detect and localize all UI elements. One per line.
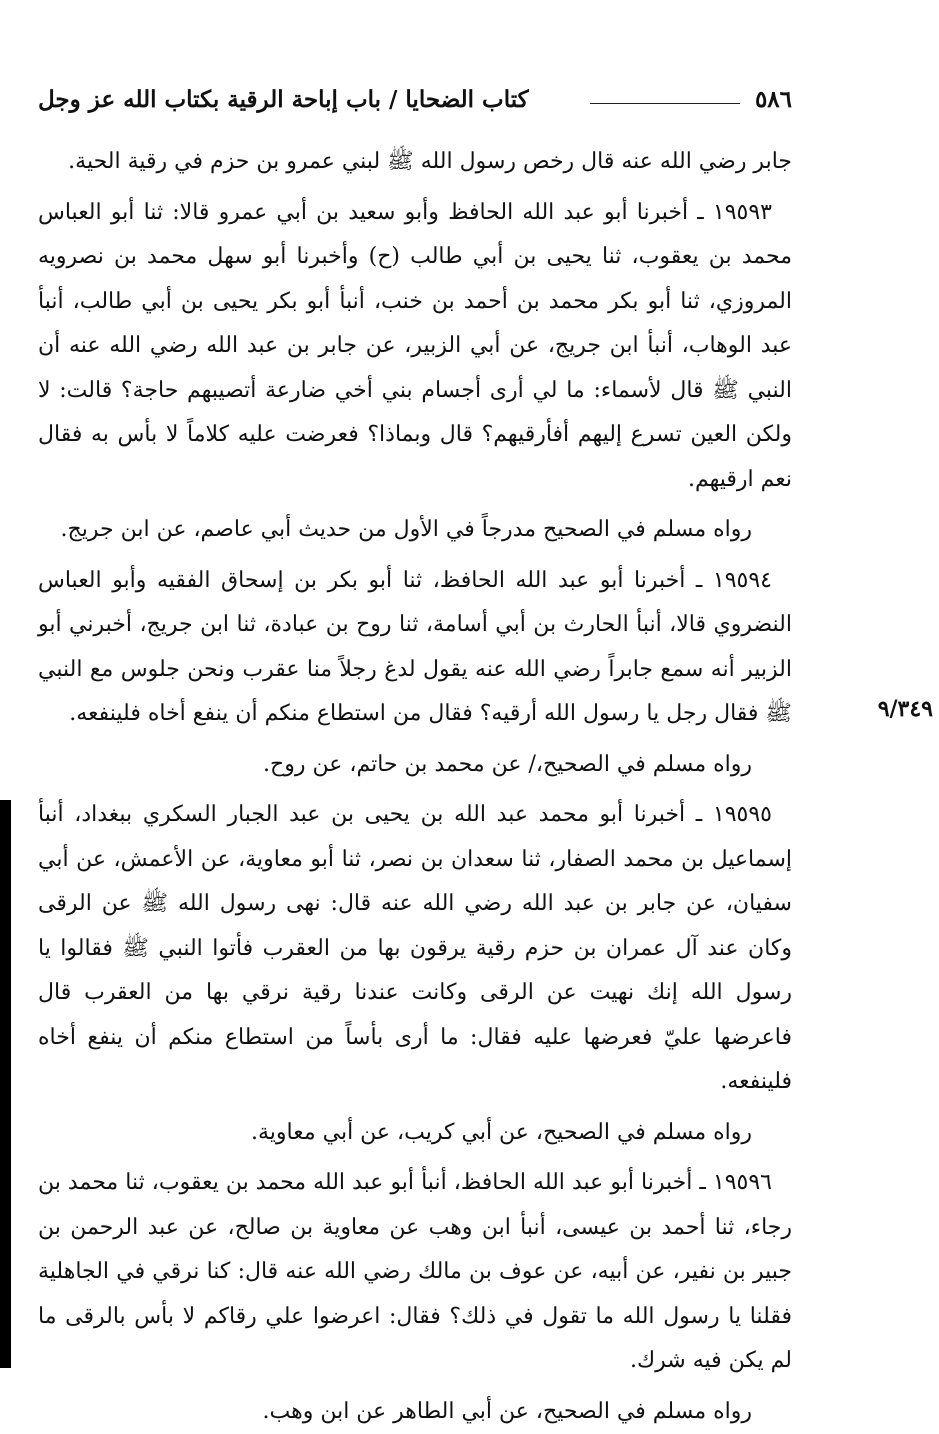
- page-body: [38, 140, 792, 1434]
- hadith-19593: ١٩٥٩٣ ـ أخبرنا أبو عبد الله الحافظ وأبو سعيد بن أبي عمرو قالا: ثنا أبو العباس محمد بن يعقوب، ثنا يحيى بن أبي طالب (ح) وأخبرنا أبو سهل محمد بن نصرويه المروزي، ثنا أبو بكر محمد بن أحمد بن خنب، أنبأ أبو بكر يحيى بن أبي طالب، أنبأ عبد الوهاب، أنبأ ابن جريج، عن أبي الزبير، عن جابر بن عبد الله رضي الله عنه أن النبي ﷺ قال لأسماء: ما لي أرى أجسام بني أخي ضارعة أتصيبهم حاجة؟ قالت: لا ولكن العين تسرع إليهم أفأرقيهم؟ قال وبماذا؟ فعرضت عليه كلاماً لا بأس به فقال نعم ارقيهم.: [38, 191, 792, 503]
- header-rule: [590, 103, 740, 104]
- page-header: [38, 86, 792, 126]
- hadith-19594: ١٩٥٩٤ ـ أخبرنا أبو عبد الله الحافظ، ثنا أبو بكر بن إسحاق الفقيه وأبو العباس النضروي قالا، أنبأ الحارث بن أبي أسامة، ثنا روح بن عبادة، ثنا ابن جريج، أخبرني أبو الزبير أنه سمع جابراً رضي الله عنه يقول لدغ رجلاً منا عقرب ونحن جلوس مع النبي ﷺ فقال رجل يا رسول الله أرقيه؟ فقال من استطاع منكم أن ينفع أخاه فلينفعه.: [38, 559, 792, 737]
- riwaya-note: رواه مسلم في الصحيح، عن أبي الطاهر عن ابن وهب.: [38, 1390, 792, 1434]
- running-title: كتاب الضحايا / باب إباحة الرقية بكتاب الله عز وجل: [38, 86, 529, 113]
- margin-reference: ٩/٣٤٩: [878, 696, 933, 722]
- hadith-19595: ١٩٥٩٥ ـ أخبرنا أبو محمد عبد الله بن يحيى بن عبد الجبار السكري ببغداد، أنبأ إسماعيل بن محمد الصفار، ثنا سعدان بن نصر، ثنا أبو معاوية، عن الأعمش، عن أبي سفيان، عن جابر بن عبد الله رضي الله عنه قال: نهى رسول الله ﷺ عن الرقى وكان عند آل عمران بن حزم رقية يرقون بها من العقرب فأتوا النبي ﷺ فقالوا يا رسول الله إنك نهيت عن الرقى وكانت عندنا رقية نرقي بها من العقرب قال فاعرضها عليّ فعرضها عليه فقال: ما أرى بأساً من استطاع منكم أن ينفع أخاه فلينفعه.: [38, 793, 792, 1105]
- hadith-19596: ١٩٥٩٦ ـ أخبرنا أبو عبد الله الحافظ، أنبأ أبو عبد الله محمد بن يعقوب، ثنا محمد بن رجاء، ثنا أحمد بن عيسى، أنبأ ابن وهب عن معاوية بن صالح، عن عبد الرحمن بن جبير بن نفير، عن أبيه، عن عوف بن مالك رضي الله عنه قال: كنا نرقي في الجاهلية فقلنا يا رسول الله ما تقول في ذلك؟ فقال: اعرضوا علي رقاكم لا بأس بالرقى ما لم يكن فيه شرك.: [38, 1161, 792, 1384]
- paragraph-continuation: جابر رضي الله عنه قال رخص رسول الله ﷺ لبني عمرو بن حزم في رقية الحية.: [38, 140, 792, 185]
- scan-edge-shadow: [0, 800, 11, 1368]
- riwaya-note: رواه مسلم في الصحيح،/ عن محمد بن حاتم، عن روح.: [38, 743, 792, 788]
- riwaya-note: رواه مسلم في الصحيح مدرجاً في الأول من حديث أبي عاصم، عن ابن جريج.: [38, 508, 792, 553]
- page-number: ٥٨٦: [755, 86, 792, 113]
- riwaya-note: رواه مسلم في الصحيح، عن أبي كريب، عن أبي معاوية.: [38, 1111, 792, 1156]
